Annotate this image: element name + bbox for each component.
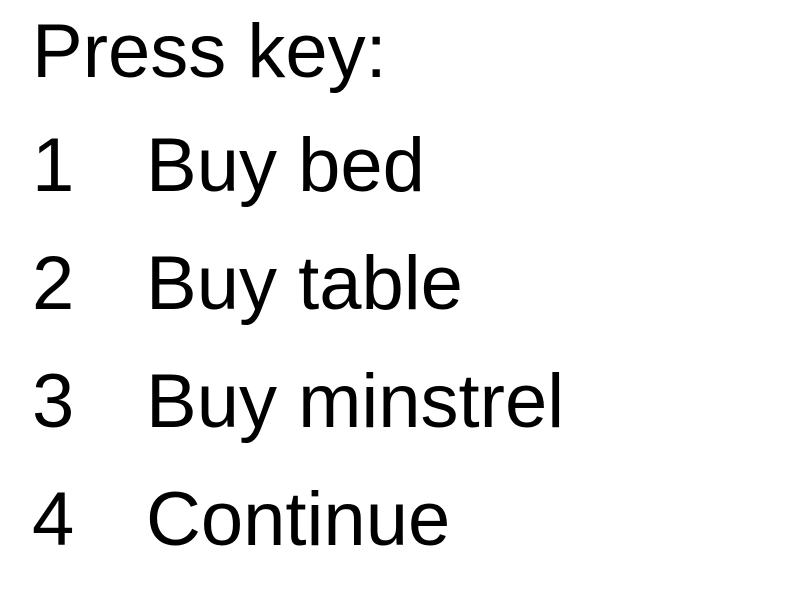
option-key: 4 xyxy=(32,477,75,562)
option-label: Buy table xyxy=(146,241,463,326)
option-label: Buy minstrel xyxy=(146,359,565,444)
option-key: 2 xyxy=(32,241,75,326)
option-label: Buy bed xyxy=(146,123,425,208)
option-label: Continue xyxy=(146,477,451,562)
option-key: 1 xyxy=(32,123,75,208)
menu-option-buy-bed[interactable] xyxy=(32,118,564,236)
menu-option-buy-minstrel[interactable] xyxy=(32,354,564,472)
option-key: 3 xyxy=(32,359,75,444)
option-menu xyxy=(32,118,564,590)
menu-option-buy-table[interactable] xyxy=(32,236,564,354)
press-key-prompt: Press key: xyxy=(32,9,387,94)
menu-option-continue[interactable] xyxy=(32,472,564,590)
